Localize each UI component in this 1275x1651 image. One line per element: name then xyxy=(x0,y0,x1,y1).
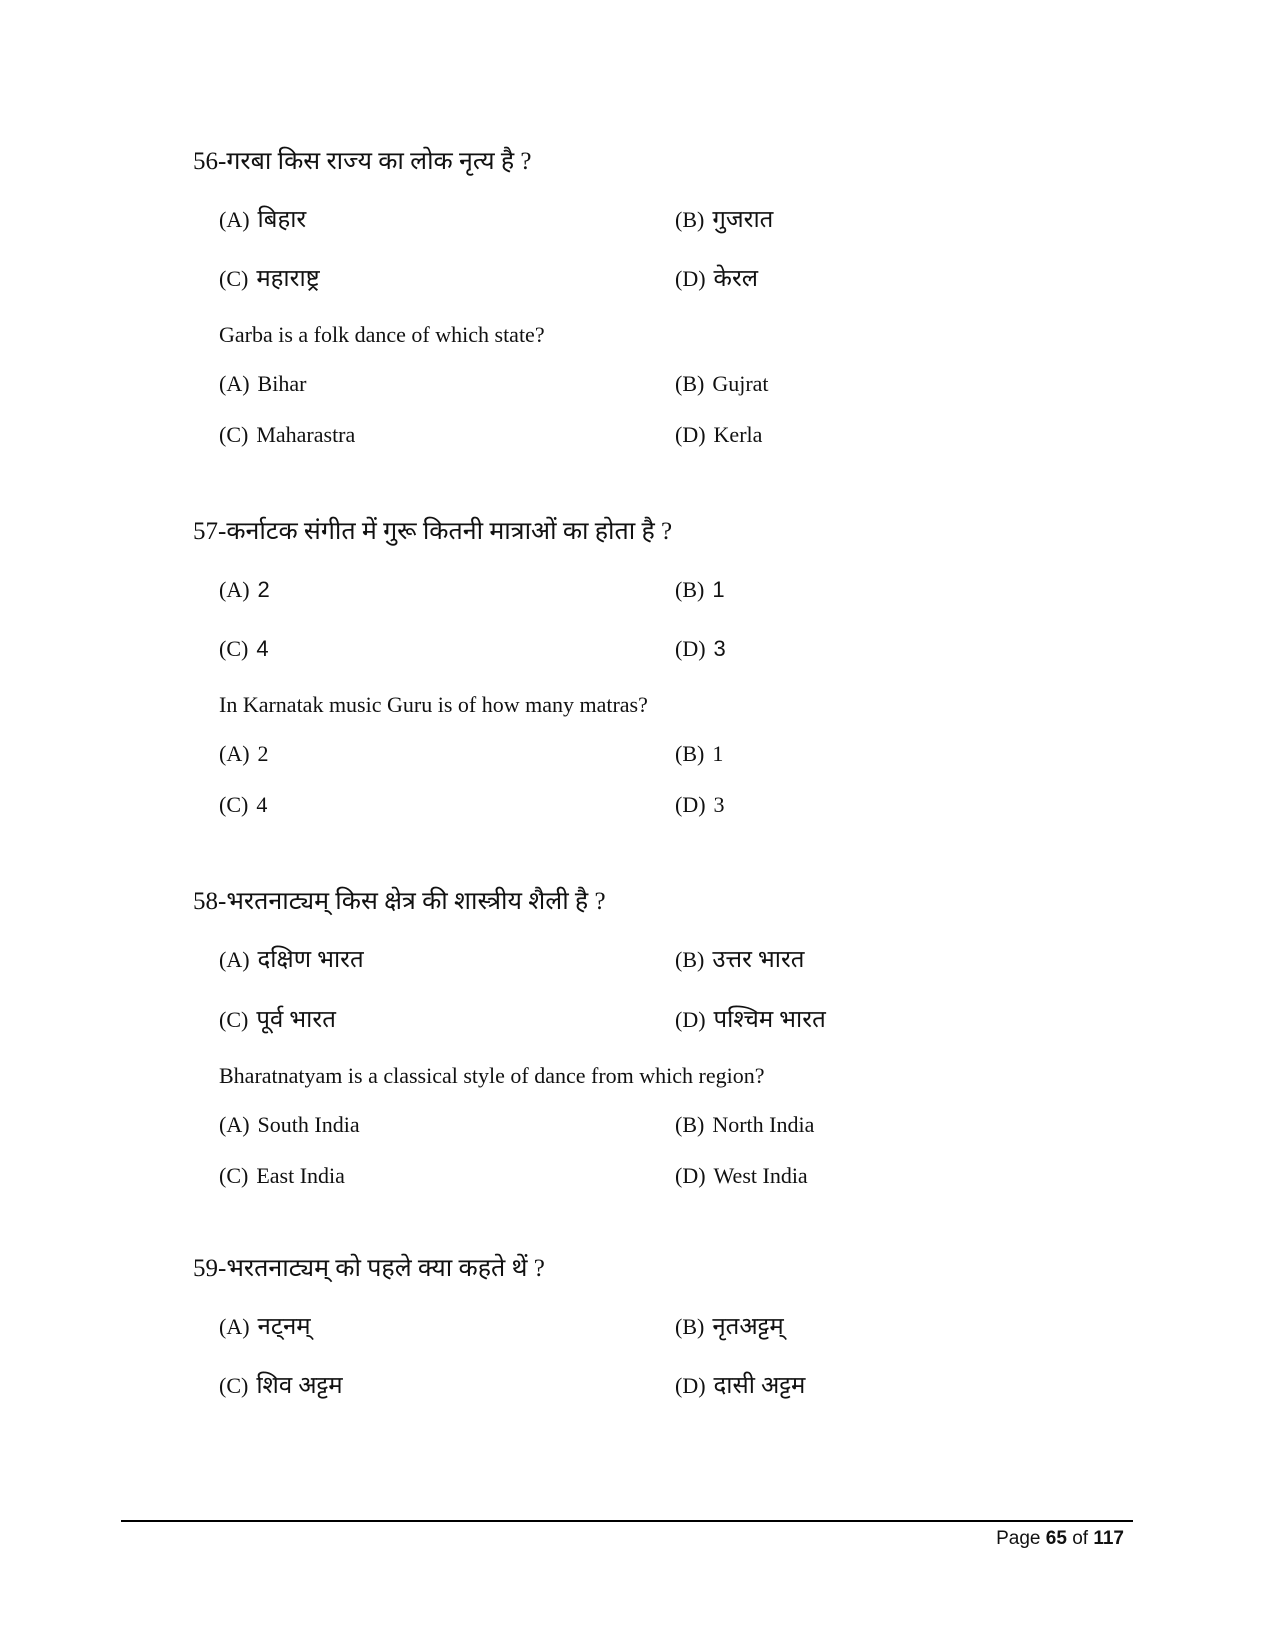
option-row xyxy=(0,632,1275,666)
question-title-hindi: 56-गरबा किस राज्य का लोक नृत्य है ? xyxy=(193,148,532,175)
option-c: (C) East India xyxy=(219,1163,345,1188)
option-a: (A) Bihar xyxy=(219,371,307,396)
question-title-english: Bharatnatyam is a classical style of dance from which region? xyxy=(219,1063,765,1088)
option-d: (D) 3 xyxy=(675,792,725,817)
option-d: (D) दासी अट्टम xyxy=(675,1373,806,1399)
option-c: (C) पूर्व भारत xyxy=(219,1007,336,1033)
option-row xyxy=(0,573,1275,607)
question-title-hindi: 59-भरतनाट्यम् को पहले क्या कहते थें ? xyxy=(193,1255,545,1282)
option-a: (A) 2 xyxy=(219,577,270,602)
option-d: (D) 3 xyxy=(675,636,726,661)
option-d: (D) West India xyxy=(675,1163,808,1188)
question-title-english: Garba is a folk dance of which state? xyxy=(219,322,545,347)
option-c: (C) 4 xyxy=(219,792,268,817)
option-row xyxy=(0,418,1275,452)
option-a: (A) 2 xyxy=(219,741,269,766)
option-a: (A) South India xyxy=(219,1112,360,1137)
option-row xyxy=(0,1108,1275,1142)
option-row xyxy=(0,788,1275,822)
option-b: (B) 1 xyxy=(675,741,724,766)
option-row xyxy=(0,1159,1275,1193)
option-c: (C) महाराष्ट्र xyxy=(219,266,320,292)
option-b: (B) उत्तर भारत xyxy=(675,947,805,973)
question-title-hindi: 58-भरतनाट्यम् किस क्षेत्र की शास्त्रीय शैली है ? xyxy=(193,888,606,915)
option-row xyxy=(0,943,1275,977)
option-b: (B) North India xyxy=(675,1112,815,1137)
option-d: (D) केरल xyxy=(675,266,759,292)
option-b: (B) गुजरात xyxy=(675,207,774,233)
option-c: (C) 4 xyxy=(219,636,269,661)
option-a: (A) दक्षिण भारत xyxy=(219,947,364,973)
option-row xyxy=(0,737,1275,771)
option-b: (B) 1 xyxy=(675,577,725,602)
option-d: (D) Kerla xyxy=(675,422,763,447)
question-title-english: In Karnatak music Guru is of how many matras? xyxy=(219,692,648,717)
option-row xyxy=(0,1369,1275,1403)
footer-divider xyxy=(121,1520,1133,1522)
option-b: (B) नृतअट्टम् xyxy=(675,1314,784,1340)
option-row xyxy=(0,203,1275,237)
option-a: (A) बिहार xyxy=(219,207,307,233)
option-row xyxy=(0,1003,1275,1037)
option-row xyxy=(0,367,1275,401)
option-d: (D) पश्चिम भारत xyxy=(675,1007,826,1033)
option-a: (A) नट्नम् xyxy=(219,1314,311,1340)
option-c: (C) शिव अट्टम xyxy=(219,1373,343,1399)
option-row xyxy=(0,262,1275,296)
option-b: (B) Gujrat xyxy=(675,371,769,396)
question-title-hindi: 57-कर्नाटक संगीत में गुरू कितनी मात्राओं का होता है ? xyxy=(193,518,673,545)
option-c: (C) Maharastra xyxy=(219,422,356,447)
page-number: Page 65 of 117 xyxy=(996,1528,1124,1549)
option-row xyxy=(0,1310,1275,1344)
